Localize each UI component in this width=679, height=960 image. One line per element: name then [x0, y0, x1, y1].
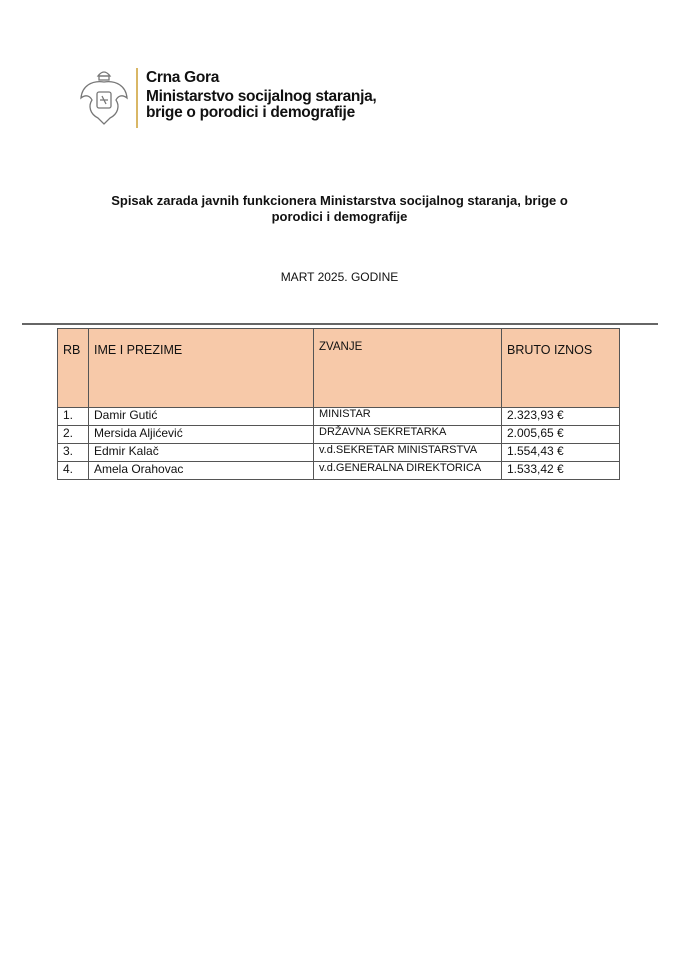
ministry-name-line1: Ministarstvo socijalnog staranja, [146, 88, 377, 105]
period-label: MART 2025. GODINE [280, 270, 399, 284]
cell-gross: 2.323,93 € [502, 408, 620, 426]
cell-rb: 3. [58, 444, 89, 462]
cell-gross: 1.554,43 € [502, 444, 620, 462]
document-title-line2: porodici i demografije [271, 209, 408, 224]
salary-table [57, 328, 620, 480]
horizontal-rule [22, 323, 658, 325]
header-rb: RB [58, 329, 89, 408]
cell-name: Edmir Kalač [89, 444, 314, 462]
table-header-row [58, 329, 620, 408]
cell-title: v.d.GENERALNA DIREKTORICA [314, 462, 502, 480]
country-name: Crna Gora [146, 69, 220, 86]
cell-title: v.d.SEKRETAR MINISTARSTVA [314, 444, 502, 462]
table-row [58, 444, 620, 462]
cell-rb: 1. [58, 408, 89, 426]
header-gross: BRUTO IZNOS [502, 329, 620, 408]
cell-name: Mersida Aljićević [89, 426, 314, 444]
ministry-name-line2: brige o porodici i demografije [146, 104, 355, 121]
cell-name: Damir Gutić [89, 408, 314, 426]
cell-gross: 1.533,42 € [502, 462, 620, 480]
cell-rb: 2. [58, 426, 89, 444]
cell-name: Amela Orahovac [89, 462, 314, 480]
cell-gross: 2.005,65 € [502, 426, 620, 444]
coat-of-arms-emblem-icon [78, 66, 130, 126]
table-row [58, 462, 620, 480]
header-title: ZVANJE [314, 329, 502, 408]
document-title-line1: Spisak zarada javnih funkcionera Ministarstva socijalnog staranja, brige o [111, 193, 568, 208]
table-row [58, 408, 620, 426]
cell-rb: 4. [58, 462, 89, 480]
cell-title: DRŽAVNA SEKRETARKA [314, 426, 502, 444]
table-row [58, 426, 620, 444]
cell-title: MINISTAR [314, 408, 502, 426]
header-divider [136, 68, 138, 128]
header-name: IME I PREZIME [89, 329, 314, 408]
